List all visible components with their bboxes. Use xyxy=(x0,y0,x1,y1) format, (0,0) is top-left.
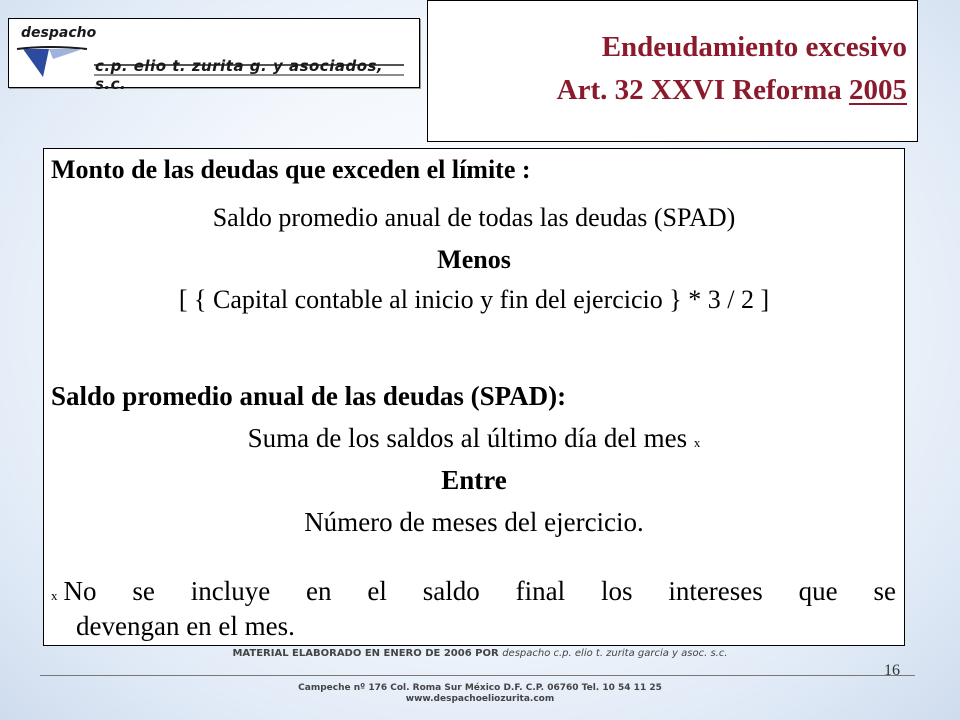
formula2-operator: Entre xyxy=(441,465,507,495)
footer-divider xyxy=(40,675,915,676)
title-box xyxy=(427,0,918,142)
content-box xyxy=(43,148,905,646)
footnote-text-2: devengan en el mes. xyxy=(76,611,295,641)
formula2-line1: Suma de los saldos al último día del mes xyxy=(247,423,688,453)
footer-material-text: MATERIAL ELABORADO EN ENERO DE 2006 POR xyxy=(232,648,499,659)
heading-spad: Saldo promedio anual de las deudas (SPAD): xyxy=(51,381,567,411)
formula2-mark: x xyxy=(693,435,701,450)
footnote-line1 xyxy=(51,576,896,611)
footnote xyxy=(51,576,896,641)
formula2-line2: Número de meses del ejercicio. xyxy=(304,507,644,537)
slide-subtitle xyxy=(557,74,907,107)
footer-address: Campeche nº 176 Col. Roma Sur México D.F. C.P. 06760 Tel. 10 54 11 25 xyxy=(298,683,662,693)
formula1-operator: Menos xyxy=(437,245,511,274)
subtitle-year: 2005 xyxy=(849,74,907,106)
formula1-line2: [ { Capital contable al inicio y fin del ejercicio } * 3 / 2 ] xyxy=(178,285,770,314)
subtitle-prefix: Art. 32 XXVI Reforma xyxy=(556,74,842,106)
formula2-line1-wrap xyxy=(44,423,904,454)
page-number: 16 xyxy=(884,662,900,679)
logo-box xyxy=(8,18,420,93)
heading-exceso: Monto de las deudas que exceden el límite : xyxy=(51,155,531,184)
footnote-mark: x xyxy=(51,588,58,603)
formula1-line1: Saldo promedio anual de todas las deudas (SPAD) xyxy=(212,203,736,232)
slide-title: Endeudamiento excesivo xyxy=(601,31,907,63)
footer-website: www.despachoeliozurita.com xyxy=(405,694,555,704)
logo-firm-name: c.p. elio t. zurita g. y asociados, s.c. xyxy=(95,57,384,93)
logo-word: despacho xyxy=(21,25,97,41)
footer-material-firm: despacho c.p. elio t. zurita garcia y asoc. s.c. xyxy=(502,648,728,659)
footnote-text-1: No se incluye en el saldo final los intereses que se xyxy=(63,576,896,606)
footer-material xyxy=(0,648,960,659)
